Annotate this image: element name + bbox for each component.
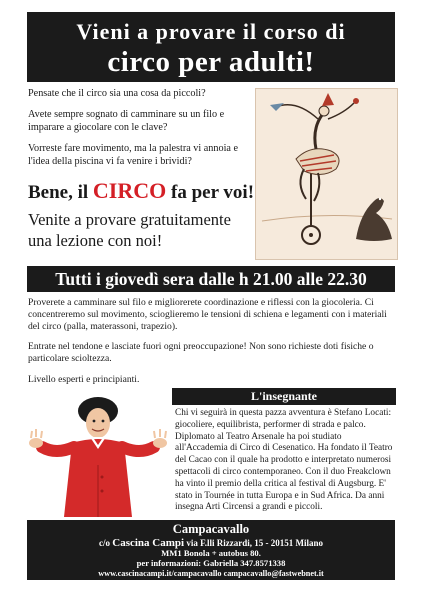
address-street: via F.lli Rizzardi, 15 - 20151 Milano (184, 538, 323, 548)
contact-footer (27, 520, 395, 580)
free-lesson-text: Venite a provare gratuitamente una lezione con noi! (28, 210, 231, 250)
intro-question-1: Pensate che il circo sia una cosa da piccoli? (28, 88, 206, 99)
intro-question-2: Avete sempre sognato di camminare su un filo e imparare a giocolare con le clave? (28, 109, 225, 133)
headline (28, 178, 254, 204)
web-and-email[interactable]: www.cascinacampi.it/campacavallo campacavallo@fastwebnet.it (98, 569, 324, 578)
intro-questions (28, 88, 253, 177)
schedule-banner: Tutti i giovedì sera dalle h 21.00 alle 22.30 (27, 266, 395, 292)
title-line-2: circo per adulti! (107, 46, 315, 78)
title-line-1: Vieni a provare il corso di (76, 19, 346, 44)
headline-after: fa per voi! (166, 182, 255, 203)
address-prefix: c/o (99, 538, 113, 548)
instructor-photo (28, 391, 168, 519)
title-banner (27, 12, 395, 82)
description-paragraph-1: Proverete a camminare sul filo e migliorerete coordinazione e riflessi con la giocoleria. Ci concentreremo sul movimento, scioglieremo le tensioni di schiena e legamenti con i materiali del circo (palla, materassoni, trapezio). (28, 297, 387, 332)
transport-info: MM1 Bonola + autobus 80. (161, 548, 261, 558)
circus-illustration (255, 88, 398, 260)
organization-name: Campacavallo (172, 522, 250, 536)
teacher-bio: Chi vi seguirà in questa pazza avventura è Stefano Locati: giocoliere, equilibrista, performer di strada e palco. Diplomato al Teatro Arsenale ha poi studiato all'Accademia di Circo di Cesenatico. Ha fondato il Teatro del Cacao con il quale ha prodotto e interpretato numerosi spettacoli di circo contemporaneo. Con il duo Freakclown ha vinto il premio della critica al festival di Augsburg. E' stato in Tournée in tutta Europa e in Sud Africa. Da anni insegna Arti Circensi a grandi e piccoli. (175, 408, 393, 513)
teacher-section-title: L'insegnante (172, 388, 396, 405)
venue-name: Cascina Campi (112, 537, 185, 549)
description-paragraph-3: Livello esperti e principianti. (28, 373, 140, 385)
contact-phone: per informazioni: Gabriella 347.8571338 (136, 558, 286, 568)
headline-circo: CIRCO (92, 178, 167, 203)
description-paragraph-2: Entrate nel tendone e lasciate fuori ogni preoccupazione! Non sono richieste doti fisiche o particolare scioltezza. (28, 341, 374, 365)
headline-before: Bene, il (28, 182, 93, 203)
course-description (28, 297, 396, 395)
intro-question-3: Vorreste fare movimento, ma la palestra vi annoia e l'idea della piscina vi fa venire i brividi? (28, 143, 238, 167)
unicycle-seal-drawing (256, 89, 397, 259)
clown-instructor-figure (28, 391, 168, 519)
